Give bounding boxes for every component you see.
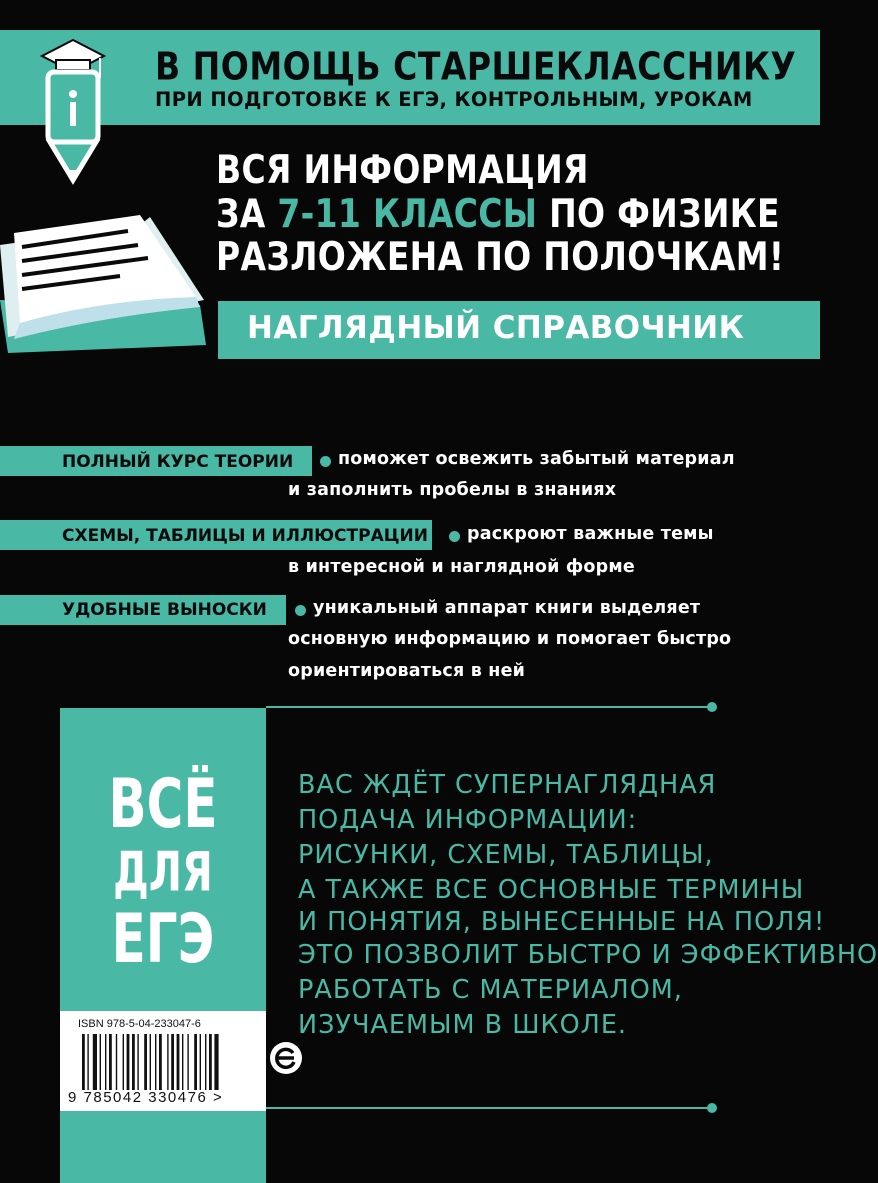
headline-line-3: РАЗЛОЖЕНА ПО ПОЛОЧКАМ! <box>216 233 785 280</box>
pencil-graduation-cap-icon <box>38 28 108 188</box>
bullet-icon <box>320 456 331 467</box>
headline-line-2: ЗА 7-11 КЛАССЫ ПО ФИЗИКЕ <box>216 190 780 237</box>
ege-word-3: ЕГЭ <box>111 900 215 979</box>
bullet-icon <box>295 605 306 616</box>
promo-line: РИСУНКИ, СХЕМЫ, ТАБЛИЦЫ, <box>298 840 714 870</box>
divider-top <box>266 706 710 708</box>
headline-line-1: ВСЯ ИНФОРМАЦИЯ <box>216 146 589 193</box>
promo-line: ЭТО ПОЗВОЛИТ БЫСТРО И ЭФФЕКТИВНО <box>298 940 878 970</box>
feature-text-theory-1: поможет освежить забытый материал <box>338 449 735 469</box>
feature-text-callouts-1: уникальный аппарат книги выделяет <box>313 598 701 618</box>
feature-text-callouts-3: ориентироваться в ней <box>288 661 526 681</box>
feature-text-schemes-1: раскроют важные темы <box>467 524 714 544</box>
feature-text-schemes-2: в интересной и наглядной форме <box>288 557 635 577</box>
series-title: В ПОМОЩЬ СТАРШЕКЛАССНИКУ <box>155 44 797 89</box>
divider-dot-icon <box>707 702 717 712</box>
divider-dot-icon <box>707 1103 717 1113</box>
feature-label-schemes: СХЕМЫ, ТАБЛИЦЫ И ИЛЛЮСТРАЦИИ <box>62 526 428 546</box>
feature-label-callouts: УДОБНЫЕ ВЫНОСКИ <box>62 600 267 620</box>
isbn-text: ISBN 978-5-04-233047-6 <box>78 1018 201 1030</box>
promo-line: ПОДАЧА ИНФОРМАЦИИ: <box>298 805 638 835</box>
bullet-icon <box>449 531 460 542</box>
handbook-label: НАГЛЯДНЫЙ СПРАВОЧНИК <box>247 310 745 346</box>
open-book-icon <box>0 205 210 365</box>
ege-word-1: ВСЁ <box>108 765 218 844</box>
promo-line: А ТАКЖЕ ВСЕ ОСНОВНЫЕ ТЕРМИНЫ <box>298 875 805 905</box>
barcode-digits: 9 785042 330476 > <box>68 1089 224 1106</box>
divider-bottom <box>266 1107 710 1109</box>
barcode-bars <box>82 1034 258 1090</box>
ege-word-2: ДЛЯ <box>113 842 213 905</box>
eksmo-logo-icon <box>270 1042 302 1074</box>
headline-accent: 7-11 КЛАССЫ <box>277 190 538 237</box>
feature-text-callouts-2: основную информацию и помогает быстро <box>288 629 732 649</box>
promo-line: ВАС ЖДЁТ СУПЕРНАГЛЯДНАЯ <box>298 770 717 800</box>
series-subtitle: ПРИ ПОДГОТОВКЕ К ЕГЭ, КОНТРОЛЬНЫМ, УРОКАМ <box>155 88 753 111</box>
feature-text-theory-2: и заполнить пробелы в знаниях <box>288 480 617 500</box>
feature-label-theory: ПОЛНЫЙ КУРС ТЕОРИИ <box>62 452 294 472</box>
promo-line: РАБОТАТЬ С МАТЕРИАЛОМ, <box>298 975 683 1005</box>
promo-line: ИЗУЧАЕМЫМ В ШКОЛЕ. <box>298 1010 628 1040</box>
promo-line: И ПОНЯТИЯ, ВЫНЕСЕННЫЕ НА ПОЛЯ! <box>298 907 826 937</box>
